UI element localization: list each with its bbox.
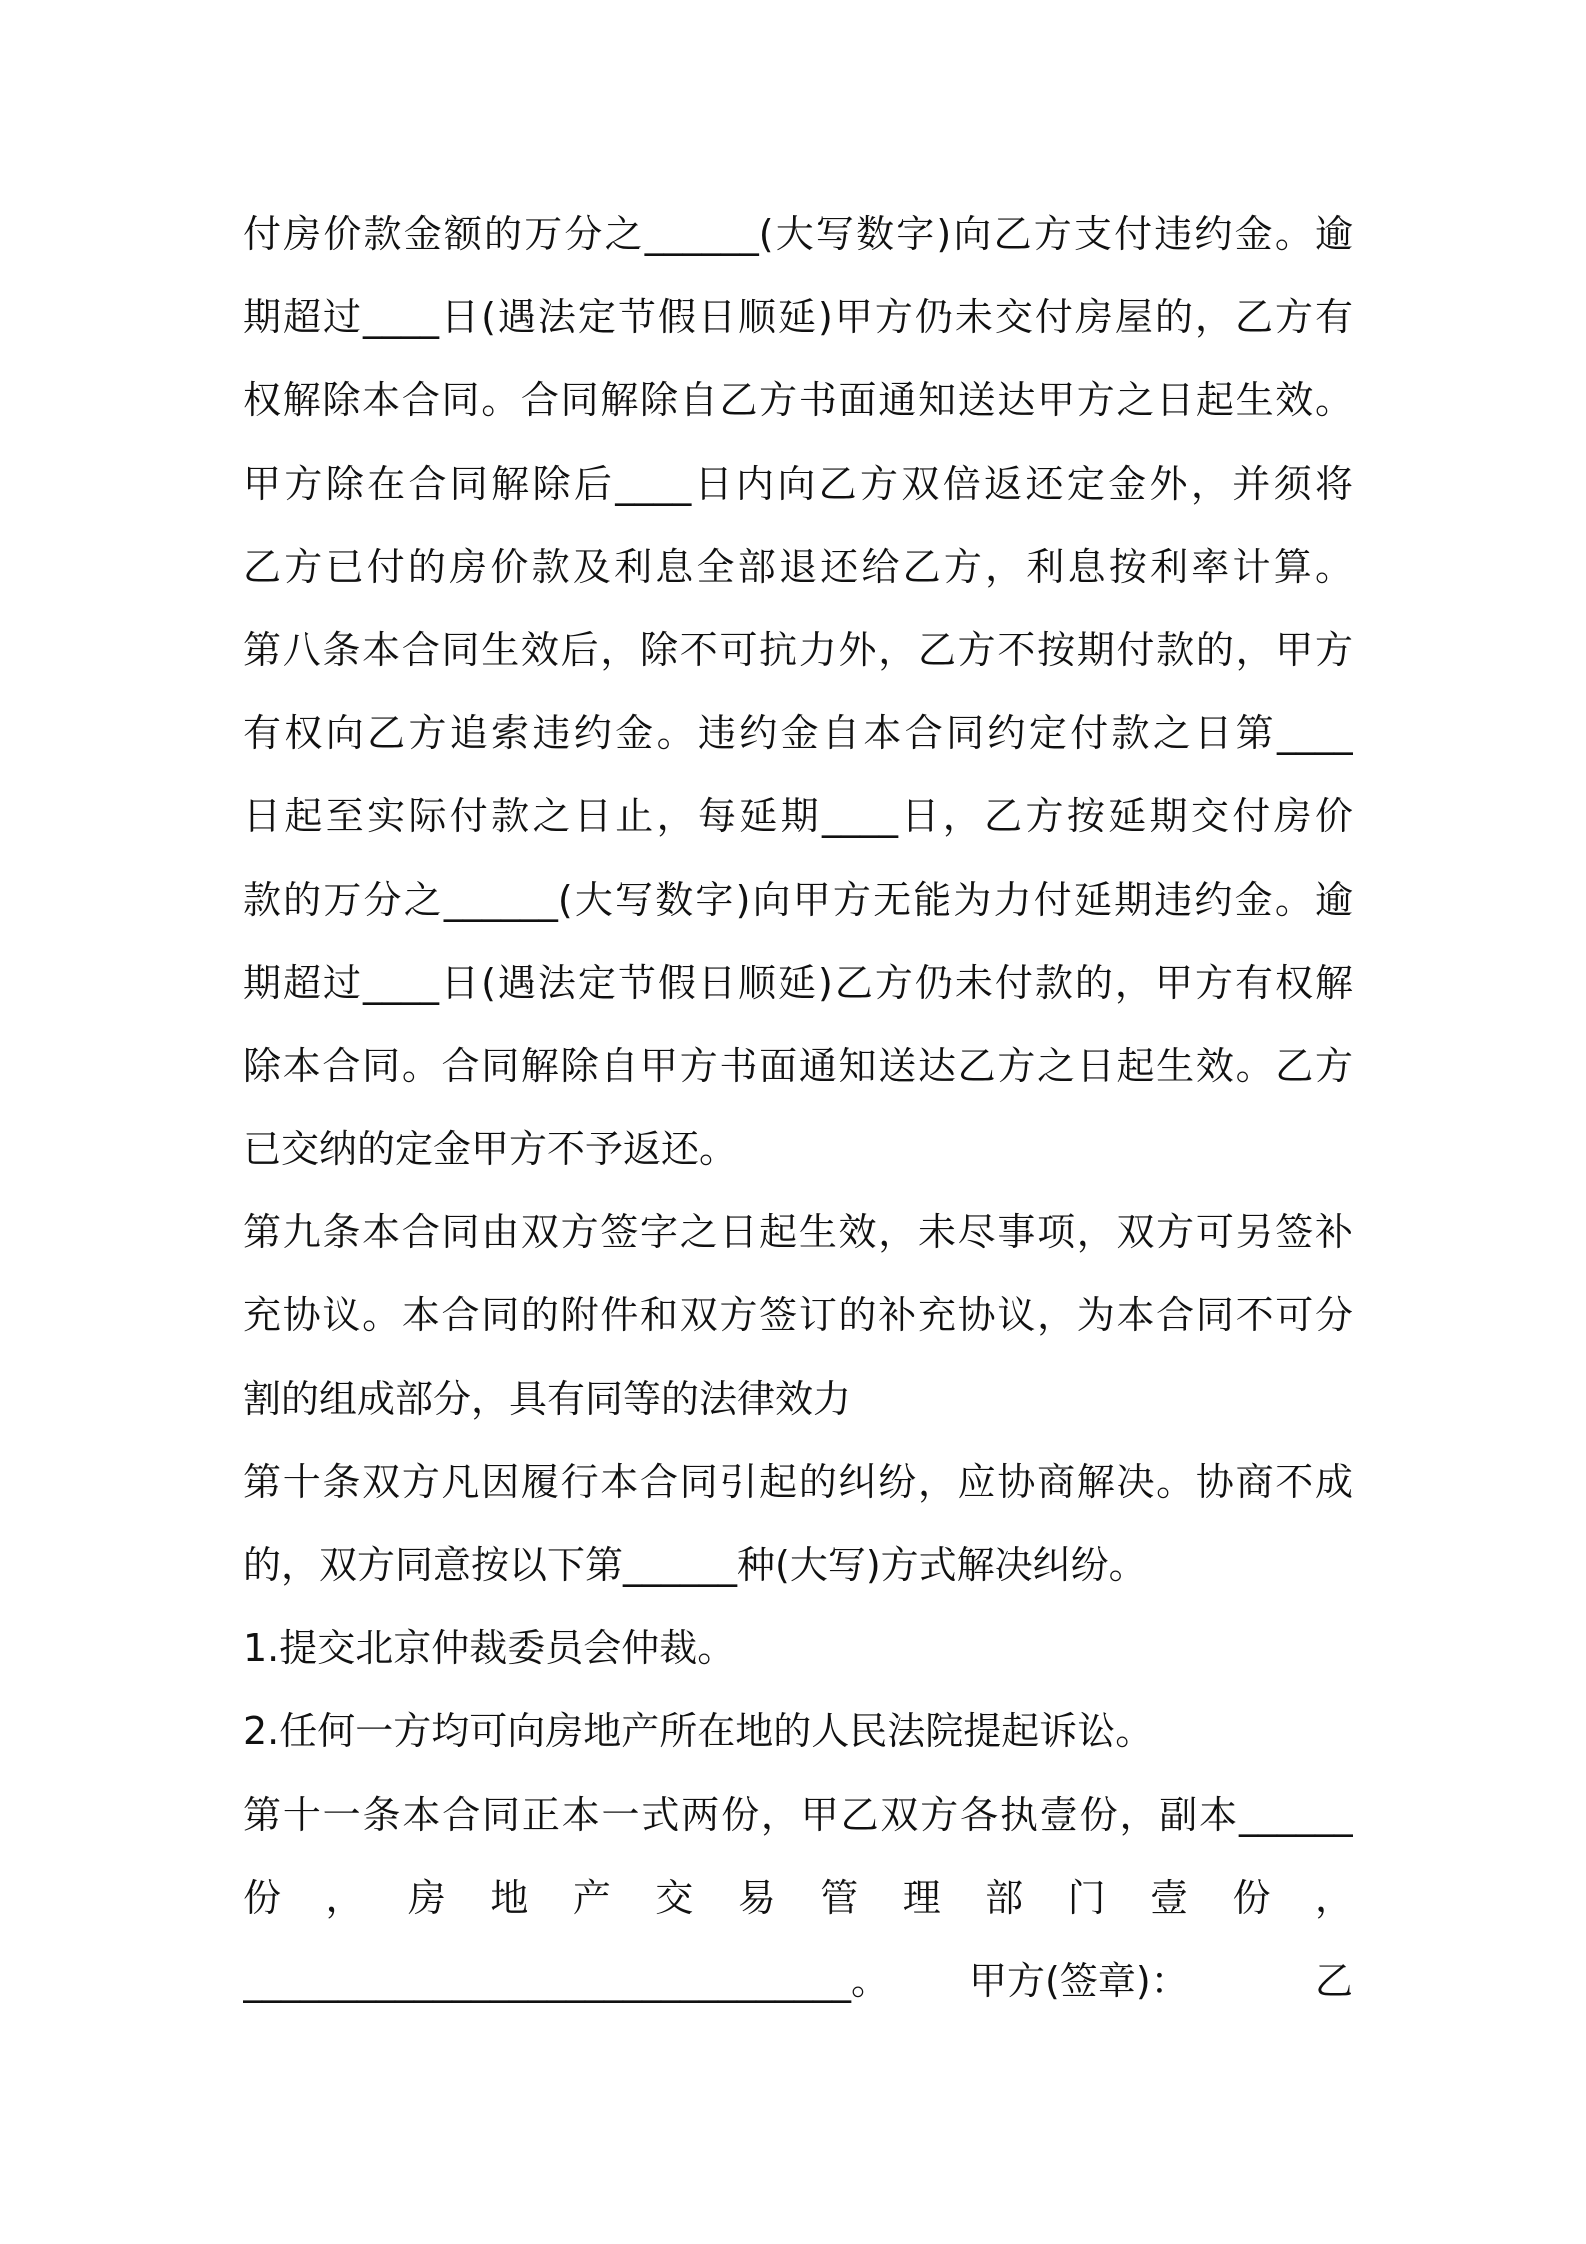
- text-line: 割的组成部分，具有同等的法律效力: [243, 1376, 852, 1421]
- text-line: 已交纳的定金甲方不予返还。: [243, 1127, 738, 1172]
- signature-blank: ________________________________。: [243, 1958, 890, 2003]
- text-line: 有权向乙方追索违约金。违约金自本合同约定付款之日第____: [243, 711, 1353, 756]
- signature-line: [243, 1940, 1353, 2023]
- text-line: 款的万分之______(大写数字)向甲方无能为力付延期违约金。逾: [243, 877, 1353, 922]
- text-line: 第十一条本合同正本一式两份，甲乙双方各执壹份，副本______: [243, 1792, 1353, 1837]
- text-line: 甲方除在合同解除后____日内向乙方双倍返还定金外，并须将: [243, 461, 1353, 506]
- text-line: 1.提交北京仲裁委员会仲裁。: [243, 1626, 736, 1671]
- text-line: 第十条双方凡因履行本合同引起的纠纷，应协商解决。协商不成: [243, 1459, 1353, 1504]
- contract-body: [243, 193, 1353, 2023]
- text-line: 充协议。本合同的附件和双方签订的补充协议，为本合同不可分: [243, 1293, 1353, 1338]
- text-line: 2.任何一方均可向房地产所在地的人民法院提起诉讼。: [243, 1709, 1154, 1754]
- text-line: 乙方已付的房价款及利息全部退还给乙方，利息按利率计算。: [243, 544, 1353, 589]
- text-line: 付房价款金额的万分之______(大写数字)向乙方支付违约金。逾: [243, 212, 1353, 256]
- text-line: 期超过____日(遇法定节假日顺延)甲方仍未交付房屋的，乙方有: [243, 295, 1353, 340]
- text-line: 期超过____日(遇法定节假日顺延)乙方仍未付款的，甲方有权解: [243, 960, 1353, 1005]
- text-line: 第九条本合同由双方签字之日起生效，未尽事项，双方可另签补: [243, 1210, 1353, 1255]
- party-a-signature-label: 甲方(签章)：: [969, 1958, 1189, 2003]
- text-line: 除本合同。合同解除自甲方书面通知送达乙方之日起生效。乙方: [243, 1043, 1353, 1088]
- text-line: 日起至实际付款之日止，每延期____日，乙方按延期交付房价: [243, 794, 1353, 839]
- text-line: 权解除本合同。合同解除自乙方书面通知送达甲方之日起生效。: [243, 378, 1353, 423]
- party-b-signature-label: 乙: [1314, 1958, 1353, 2003]
- text-line: 份 ， 房 地 产 交 易 管 理 部 门 壹 份 ，: [243, 1875, 1353, 1920]
- text-line: 的，双方同意按以下第______种(大写)方式解决纠纷。: [243, 1543, 1147, 1587]
- text-line: 第八条本合同生效后，除不可抗力外，乙方不按期付款的，甲方: [243, 627, 1353, 672]
